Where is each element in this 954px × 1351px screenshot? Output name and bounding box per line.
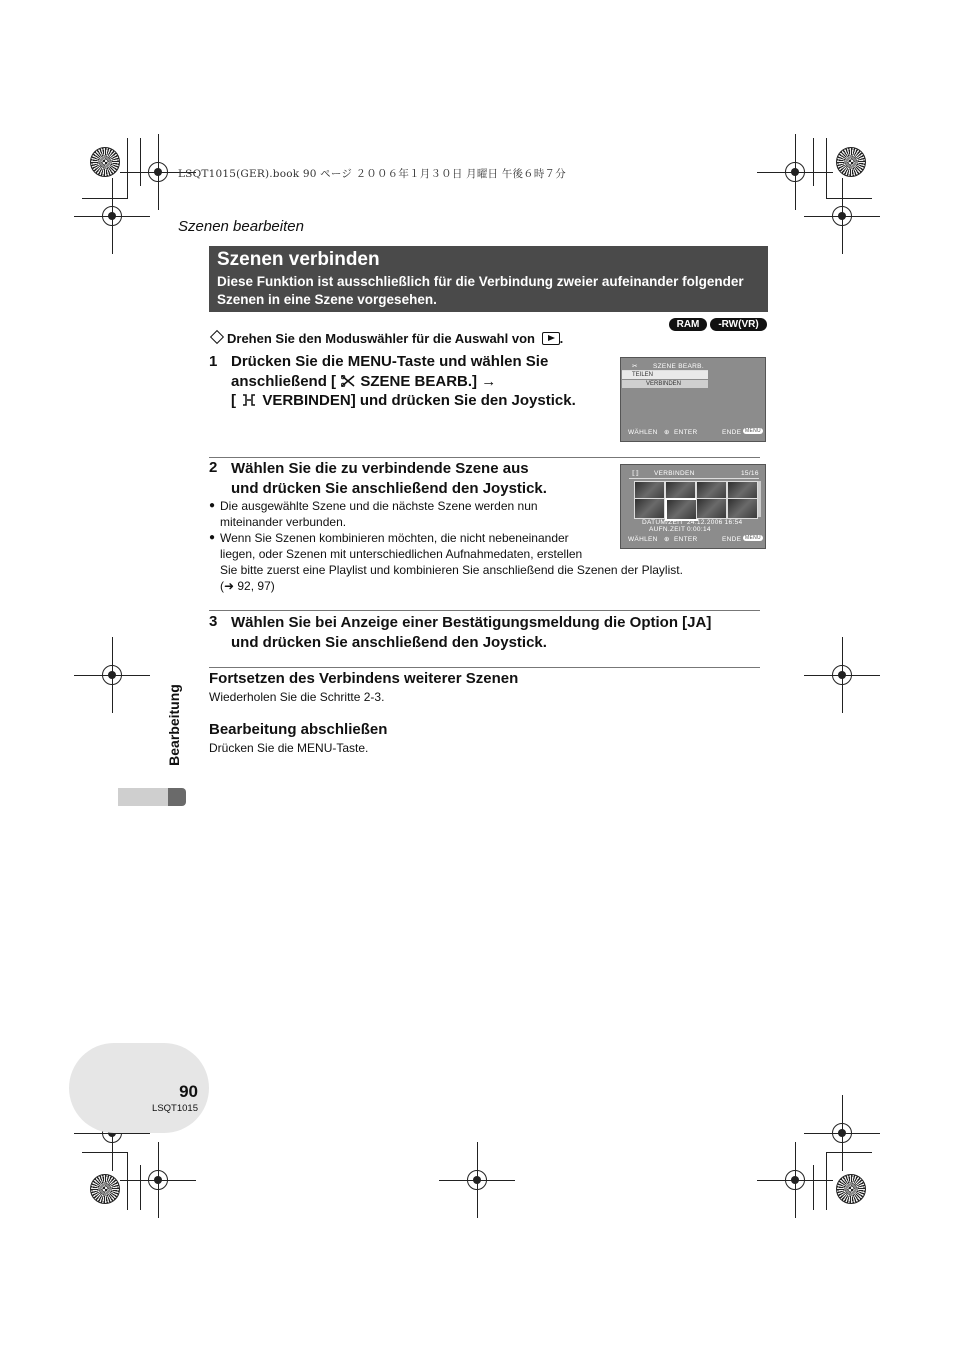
step-3-line-2: und drücken Sie anschließend den Joystick. xyxy=(231,633,547,651)
page-code: LSQT1015 xyxy=(152,1103,198,1114)
camera-screen-menu xyxy=(620,357,766,442)
camera-screen-thumbnails xyxy=(620,464,766,549)
divider xyxy=(209,667,760,668)
page-subtitle: Diese Funktion ist ausschließlich für die Verbindung zweier aufeinander folgender Szenen in eine Szene vorgesehen. xyxy=(217,274,744,307)
step-3-text xyxy=(231,613,766,652)
thumbnail-selected xyxy=(665,498,698,521)
registration-sunburst-top-right xyxy=(836,147,866,177)
step-3-line-1: Wählen Sie bei Anzeige einer Bestätigungsmeldung die Option [JA] xyxy=(231,614,712,631)
registration-sunburst-bottom-left xyxy=(90,1174,120,1204)
diamond-icon xyxy=(210,330,224,344)
trim-mark xyxy=(82,1152,128,1153)
trim-mark xyxy=(813,138,814,186)
page-number: 90 xyxy=(179,1082,198,1101)
mode-instruction: Drehen Sie den Moduswähler für die Auswahl von . xyxy=(209,331,563,346)
page-title: Szenen verbinden xyxy=(217,249,380,270)
finish-heading: Bearbeitung abschließen xyxy=(209,721,388,738)
step-1-text xyxy=(231,352,611,411)
trim-mark xyxy=(82,198,128,199)
step-1-line-2: anschließend [ SZENE BEARB.] → xyxy=(231,372,497,390)
trim-mark xyxy=(826,198,872,199)
step-1-line-3: [ VERBINDEN] und drücken Sie den Joystick. xyxy=(231,392,576,409)
screen-joystick-icon: ⊕ xyxy=(664,429,670,436)
step-2-line-2: und drücken Sie anschließend den Joystick. xyxy=(231,479,547,497)
screen-date-value: 24.12.2006 16:54 xyxy=(687,519,743,526)
screen-menu-badge: MENU xyxy=(745,428,761,434)
step-3-number: 3 xyxy=(209,613,218,630)
screen-header-underline xyxy=(629,478,759,479)
trim-mark xyxy=(140,138,141,186)
side-tab-marker xyxy=(118,788,172,806)
screen-menu-item-verbinden: VERBINDEN xyxy=(622,380,708,388)
bullet-item: ● Die ausgewählte Szene und die nächste Szene werden nun miteinander verbunden. xyxy=(209,499,538,529)
trim-mark xyxy=(127,1152,128,1210)
thumbnail xyxy=(727,498,758,519)
screen-footer-mid: ENTER xyxy=(674,429,698,436)
bullet-item: ● Wenn Sie Szenen kombinieren möchten, die nicht nebeneinander liegen, oder Szenen mit unterschiedlichen Aufnahmedaten, erstellen Sie bitte zuerst eine Playlist und kombinieren Sie anschließend die Szenen der Playlist. (➜ 92, 97) xyxy=(209,531,683,593)
divider xyxy=(209,610,760,611)
thumbnail xyxy=(634,498,665,519)
screen-footer-right: ENDE xyxy=(722,429,742,436)
mode-instruction-text: Drehen Sie den Moduswähler für die Auswahl von xyxy=(227,331,535,346)
screen-rec-label: AUFN.ZEIT xyxy=(649,526,686,533)
registration-sunburst-bottom-right xyxy=(836,1174,866,1204)
badge-ram: RAM xyxy=(669,318,707,331)
screen-footer-left: WÄHLEN xyxy=(628,429,658,436)
side-tab-marker-active xyxy=(168,788,186,806)
screen-header: SZENE BEARB. xyxy=(653,363,704,370)
screen-menu-badge: MENU xyxy=(745,535,761,541)
step-1-number: 1 xyxy=(209,353,218,370)
trim-mark xyxy=(140,1165,141,1210)
screen-header: VERBINDEN xyxy=(654,470,695,477)
join-icon xyxy=(241,394,257,406)
continue-text: Wiederholen Sie die Schritte 2-3. xyxy=(209,690,385,704)
title-box xyxy=(209,246,768,312)
badge-rw-vr: -RW(VR) xyxy=(710,318,767,331)
scissors-icon xyxy=(341,375,355,387)
section-title: Szenen bearbeiten xyxy=(178,218,304,235)
continue-heading: Fortsetzen des Verbindens weiterer Szenen xyxy=(209,670,519,687)
screen-footer-left: WÄHLEN xyxy=(628,536,658,543)
trim-mark xyxy=(826,1152,872,1153)
bullet-dot-icon: ● xyxy=(209,532,216,543)
screen-menu-item-teilen: TEILEN xyxy=(622,371,708,379)
screen-counter: 15/16 xyxy=(741,470,759,477)
trim-mark xyxy=(826,1152,827,1210)
bullet-dot-icon: ● xyxy=(209,500,216,511)
book-header-line: LSQT1015(GER).book 90 ページ ２００６年１月３０日 月曜日 午後６時７分 xyxy=(178,168,566,180)
step-2-text xyxy=(231,459,611,498)
thumbnail xyxy=(696,498,727,519)
trim-mark xyxy=(826,138,827,199)
trim-mark xyxy=(813,1165,814,1210)
screen-rec-value: 0:00:14 xyxy=(687,526,711,533)
screen-scissors-icon: ✂ xyxy=(632,363,638,370)
divider xyxy=(209,457,760,458)
registration-sunburst-top-left xyxy=(90,147,120,177)
step-1-line-1: Drücken Sie die MENU-Taste und wählen Sie xyxy=(231,353,549,370)
trim-mark xyxy=(127,138,128,199)
screen-join-icon: ⟦⟧ xyxy=(632,470,640,477)
finish-text: Drücken Sie die MENU-Taste. xyxy=(209,741,369,755)
step-2-number: 2 xyxy=(209,459,218,476)
screen-date-label: DATUM/ZEIT xyxy=(642,519,684,526)
play-icon xyxy=(542,332,560,345)
screen-footer-mid: ENTER xyxy=(674,536,698,543)
side-tab-label: Bearbeitung xyxy=(166,684,182,766)
screen-footer-right: ENDE xyxy=(722,536,742,543)
step-2-line-1: Wählen Sie die zu verbindende Szene aus xyxy=(231,460,529,477)
screen-scrollbar xyxy=(758,481,761,517)
screen-joystick-icon: ⊕ xyxy=(664,536,670,543)
